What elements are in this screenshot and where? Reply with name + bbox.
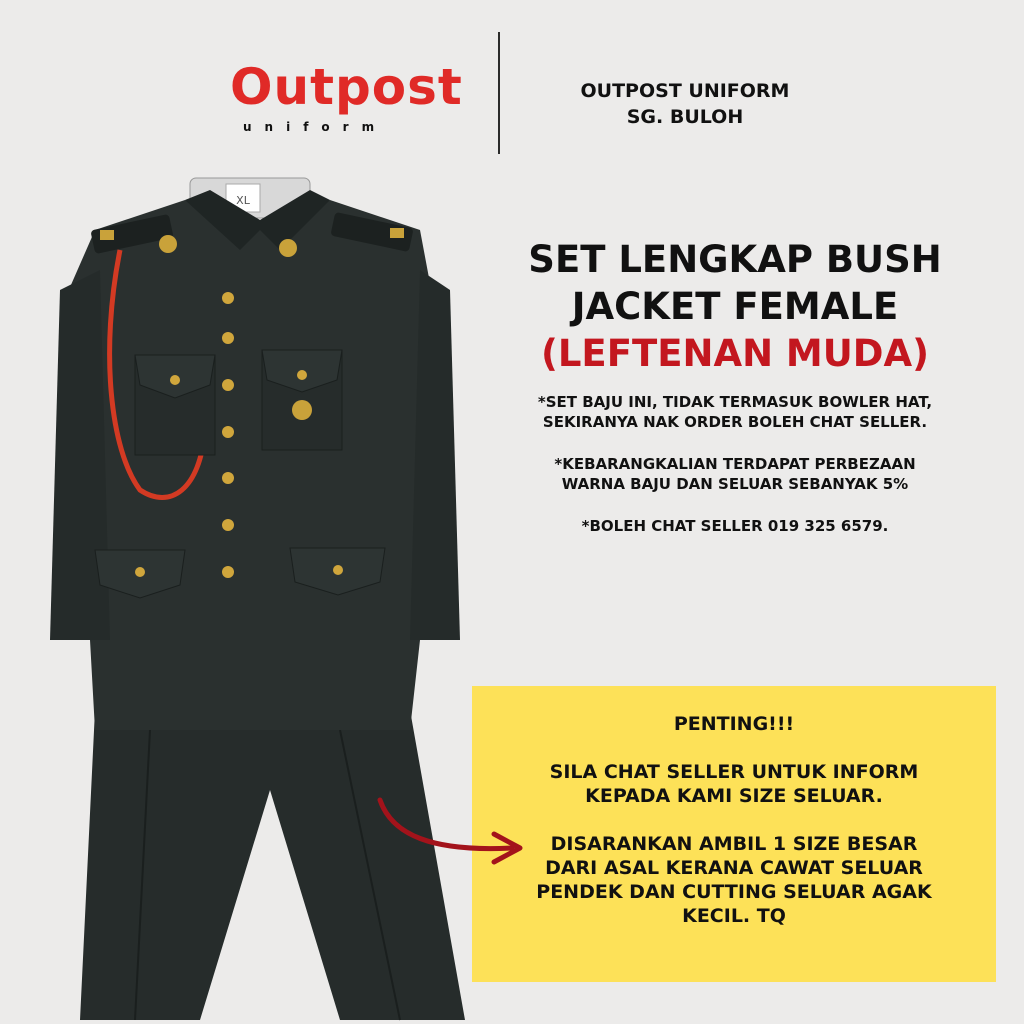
- curved-arrow-icon: [372, 790, 532, 870]
- brand-logo-word: Outpost: [230, 58, 463, 116]
- note-bowler-hat: [480, 392, 990, 432]
- important-para1: [472, 760, 996, 808]
- product-title-line1: SET LENGKAP BUSH: [528, 238, 942, 281]
- header-divider: [498, 32, 500, 154]
- product-title-rank: (LEFTENAN MUDA): [540, 332, 930, 375]
- brand-logo-subtitle: uniform: [243, 120, 388, 134]
- product-title: [480, 236, 990, 377]
- important-para2-line3: PENDEK DAN CUTTING SELUAR AGAK: [536, 881, 932, 903]
- product-notes: [480, 392, 990, 558]
- size-tag-label: XL: [236, 194, 250, 207]
- store-name-line2: SG. BULOH: [626, 106, 744, 128]
- uniform-jacket-trousers-icon: [40, 170, 480, 1024]
- note1-line2: SEKIRANYA NAK ORDER BOLEH CHAT SELLER.: [542, 413, 928, 431]
- note2-line1: *KEBARANGKALIAN TERDAPAT PERBEZAAN: [554, 455, 916, 473]
- store-name-line1: OUTPOST UNIFORM: [580, 80, 790, 102]
- collar-badge-icon: [159, 235, 177, 253]
- note2-line2: WARNA BAJU DAN SELUAR SEBANYAK 5%: [561, 475, 909, 493]
- note-color-difference: [480, 454, 990, 494]
- important-heading: PENTING!!!: [673, 713, 795, 735]
- note1-line1: *SET BAJU INI, TIDAK TERMASUK BOWLER HAT,: [537, 393, 933, 411]
- important-text: [472, 712, 996, 952]
- chest-badge-icon: [292, 400, 312, 420]
- product-title-line2: JACKET FEMALE: [571, 285, 899, 328]
- important-para2-line4: KECIL. TQ: [682, 905, 786, 927]
- jacket: [60, 200, 445, 730]
- important-para1-line2: KEPADA KAMI SIZE SELUAR.: [585, 785, 883, 807]
- note-contact: *BOLEH CHAT SELLER 019 325 6579.: [581, 517, 889, 535]
- important-para2-line2: DARI ASAL KERANA CAWAT SELUAR: [545, 857, 923, 879]
- important-para2: [472, 832, 996, 928]
- important-para1-line1: SILA CHAT SELLER UNTUK INFORM: [549, 761, 919, 783]
- important-para2-line1: DISARANKAN AMBIL 1 SIZE BESAR: [550, 833, 918, 855]
- store-name: [535, 78, 835, 130]
